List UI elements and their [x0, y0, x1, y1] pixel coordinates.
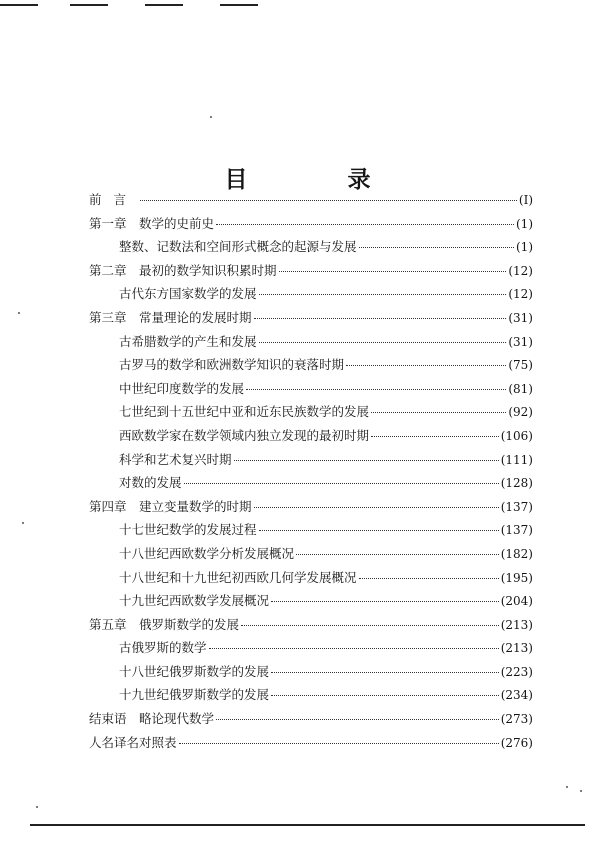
toc-page-number: (137)	[500, 499, 533, 514]
toc-page-number: (75)	[508, 358, 533, 373]
dot-leader	[371, 436, 499, 437]
toc-entry	[89, 284, 533, 308]
toc-page-number: (128)	[500, 476, 533, 491]
toc-entry-title: 十八世纪西欧数学分析发展概况	[119, 545, 295, 561]
toc-page-number: (1)	[516, 240, 533, 255]
dot-leader	[359, 578, 499, 579]
top-rule	[0, 4, 38, 6]
dot-leader	[209, 648, 499, 649]
chapter-number: 结束语	[89, 711, 127, 727]
toc-entry-label	[119, 450, 232, 468]
scan-speck	[22, 522, 24, 524]
toc-entry	[89, 473, 533, 497]
top-rule	[220, 4, 258, 6]
toc-entry-title: 常量理论的发展时期	[139, 309, 252, 325]
toc-entry-label	[89, 709, 214, 727]
toc-entry-label	[89, 190, 138, 208]
toc-entry	[89, 568, 533, 592]
chapter-number: 第一章	[89, 215, 127, 231]
toc-entry	[89, 237, 533, 261]
toc-entry	[89, 662, 533, 686]
dot-leader	[241, 625, 499, 626]
toc-page-number: (1)	[516, 216, 533, 231]
toc-page-number: (234)	[500, 688, 533, 703]
top-rule	[145, 4, 183, 6]
toc-page-number: (213)	[500, 641, 533, 656]
toc-entry-label	[119, 662, 269, 680]
toc-entry-title: 古代东方国家数学的发展	[119, 286, 257, 302]
toc-entry-title: 建立变量数学的时期	[139, 498, 252, 514]
toc-entry	[89, 261, 533, 285]
dot-leader	[259, 530, 499, 531]
toc-page-number: (111)	[500, 452, 533, 467]
toc-entry-title: 七世纪到十五世纪中亚和近东民族数学的发展	[119, 404, 370, 420]
dot-leader	[254, 507, 499, 508]
toc-entry-title: 略论现代数学	[139, 711, 215, 727]
toc-entry-title: 中世纪印度数学的发展	[119, 380, 245, 396]
dot-leader	[184, 483, 499, 484]
toc-entry-title: 十八世纪俄罗斯数学的发展	[119, 663, 270, 679]
chapter-number: 第二章	[89, 262, 127, 278]
toc-entry-title: 古希腊数学的产生和发展	[119, 333, 257, 349]
toc-entry-title: 前言	[89, 192, 139, 207]
dot-leader	[279, 271, 507, 272]
toc-entry	[89, 615, 533, 639]
toc-entry-label	[89, 615, 239, 633]
toc-page-number: (213)	[500, 617, 533, 632]
toc-entry-title: 科学和艺术复兴时期	[119, 451, 232, 467]
toc-page-number: (Ⅰ)	[518, 193, 533, 207]
toc-entry-label	[119, 638, 207, 656]
toc-entry-label	[119, 544, 294, 562]
toc-entry-title: 最初的数学知识积累时期	[139, 262, 277, 278]
toc-entry-label	[119, 473, 182, 491]
toc-page-number: (182)	[500, 546, 533, 561]
table-of-contents	[89, 190, 533, 756]
dot-leader	[259, 342, 507, 343]
toc-entry	[89, 332, 533, 356]
toc-entry-label	[119, 520, 257, 538]
toc-page-number: (106)	[500, 428, 533, 443]
toc-page-number: (81)	[508, 381, 533, 396]
dot-leader	[179, 743, 499, 744]
toc-entry	[89, 733, 533, 757]
toc-entry-label	[119, 379, 244, 397]
toc-entry	[89, 709, 533, 733]
scan-speck	[36, 806, 38, 808]
toc-entry-label	[119, 355, 344, 373]
toc-page-number: (31)	[508, 334, 533, 349]
toc-entry-title: 人名译名对照表	[89, 734, 177, 750]
toc-entry-label	[119, 237, 357, 255]
toc-entry-label	[89, 308, 252, 326]
toc-entry-label	[89, 733, 177, 751]
toc-page-number: (12)	[508, 287, 533, 302]
toc-page-number: (12)	[508, 263, 533, 278]
toc-entry-title: 整数、记数法和空间形式概念的起源与发展	[119, 239, 357, 255]
toc-entry-label	[89, 497, 252, 515]
toc-entry-title: 十七世纪数学的发展过程	[119, 522, 257, 538]
toc-entry	[89, 450, 533, 474]
toc-page-number: (195)	[500, 570, 533, 585]
toc-entry-label	[89, 261, 277, 279]
toc-page-number: (276)	[500, 735, 533, 750]
dot-leader	[140, 200, 517, 201]
top-rule	[70, 4, 108, 6]
toc-entry-label	[119, 568, 357, 586]
toc-entry-label	[119, 284, 257, 302]
toc-entry-label	[119, 402, 369, 420]
page-title: 目 录	[224, 167, 417, 194]
toc-entry	[89, 638, 533, 662]
toc-page-number: (273)	[500, 712, 533, 727]
scan-speck	[580, 790, 582, 792]
dot-leader	[359, 247, 514, 248]
dot-leader	[254, 318, 507, 319]
scan-speck	[210, 116, 212, 118]
toc-entry-title: 十九世纪西欧数学发展概况	[119, 593, 270, 609]
toc-entry-title: 俄罗斯数学的发展	[139, 616, 240, 632]
toc-page-number: (137)	[500, 523, 533, 538]
dot-leader	[346, 365, 506, 366]
toc-entry	[89, 308, 533, 332]
dot-leader	[246, 389, 506, 390]
toc-entry	[89, 544, 533, 568]
toc-page-number: (92)	[508, 405, 533, 420]
toc-entry-title: 十九世纪俄罗斯数学的发展	[119, 687, 270, 703]
toc-entry	[89, 190, 533, 214]
dot-leader	[271, 695, 499, 696]
toc-entry-label	[89, 214, 214, 232]
dot-leader	[271, 672, 499, 673]
toc-page-number: (31)	[508, 310, 533, 325]
toc-entry-label	[119, 426, 369, 444]
dot-leader	[271, 601, 499, 602]
bottom-rule	[30, 824, 585, 826]
toc-entry	[89, 379, 533, 403]
toc-entry-title: 古罗马的数学和欧洲数学知识的衰落时期	[119, 357, 345, 373]
toc-entry-title: 西欧数学家在数学领域内独立发现的最初时期	[119, 427, 370, 443]
dot-leader	[216, 224, 514, 225]
toc-entry	[89, 402, 533, 426]
dot-leader	[259, 294, 507, 295]
toc-page-number: (223)	[500, 664, 533, 679]
toc-entry	[89, 355, 533, 379]
toc-entry-label	[119, 332, 257, 350]
toc-entry	[89, 685, 533, 709]
toc-entry	[89, 497, 533, 521]
toc-entry	[89, 520, 533, 544]
toc-entry	[89, 591, 533, 615]
toc-entry-title: 古俄罗斯的数学	[119, 640, 207, 656]
dot-leader	[216, 719, 499, 720]
toc-page-number: (204)	[500, 594, 533, 609]
toc-entry-label	[119, 591, 269, 609]
dot-leader	[371, 412, 506, 413]
chapter-number: 第三章	[89, 309, 127, 325]
toc-entry-label	[119, 685, 269, 703]
chapter-number: 第四章	[89, 498, 127, 514]
chapter-number: 第五章	[89, 616, 127, 632]
toc-entry-title: 十八世纪和十九世纪初西欧几何学发展概况	[119, 569, 357, 585]
toc-entry	[89, 426, 533, 450]
scan-speck	[566, 786, 568, 788]
toc-entry-title: 数学的史前史	[139, 215, 215, 231]
toc-entry-title: 对数的发展	[119, 475, 182, 491]
scan-speck	[18, 312, 20, 314]
dot-leader	[234, 460, 499, 461]
toc-entry	[89, 214, 533, 238]
dot-leader	[296, 554, 499, 555]
